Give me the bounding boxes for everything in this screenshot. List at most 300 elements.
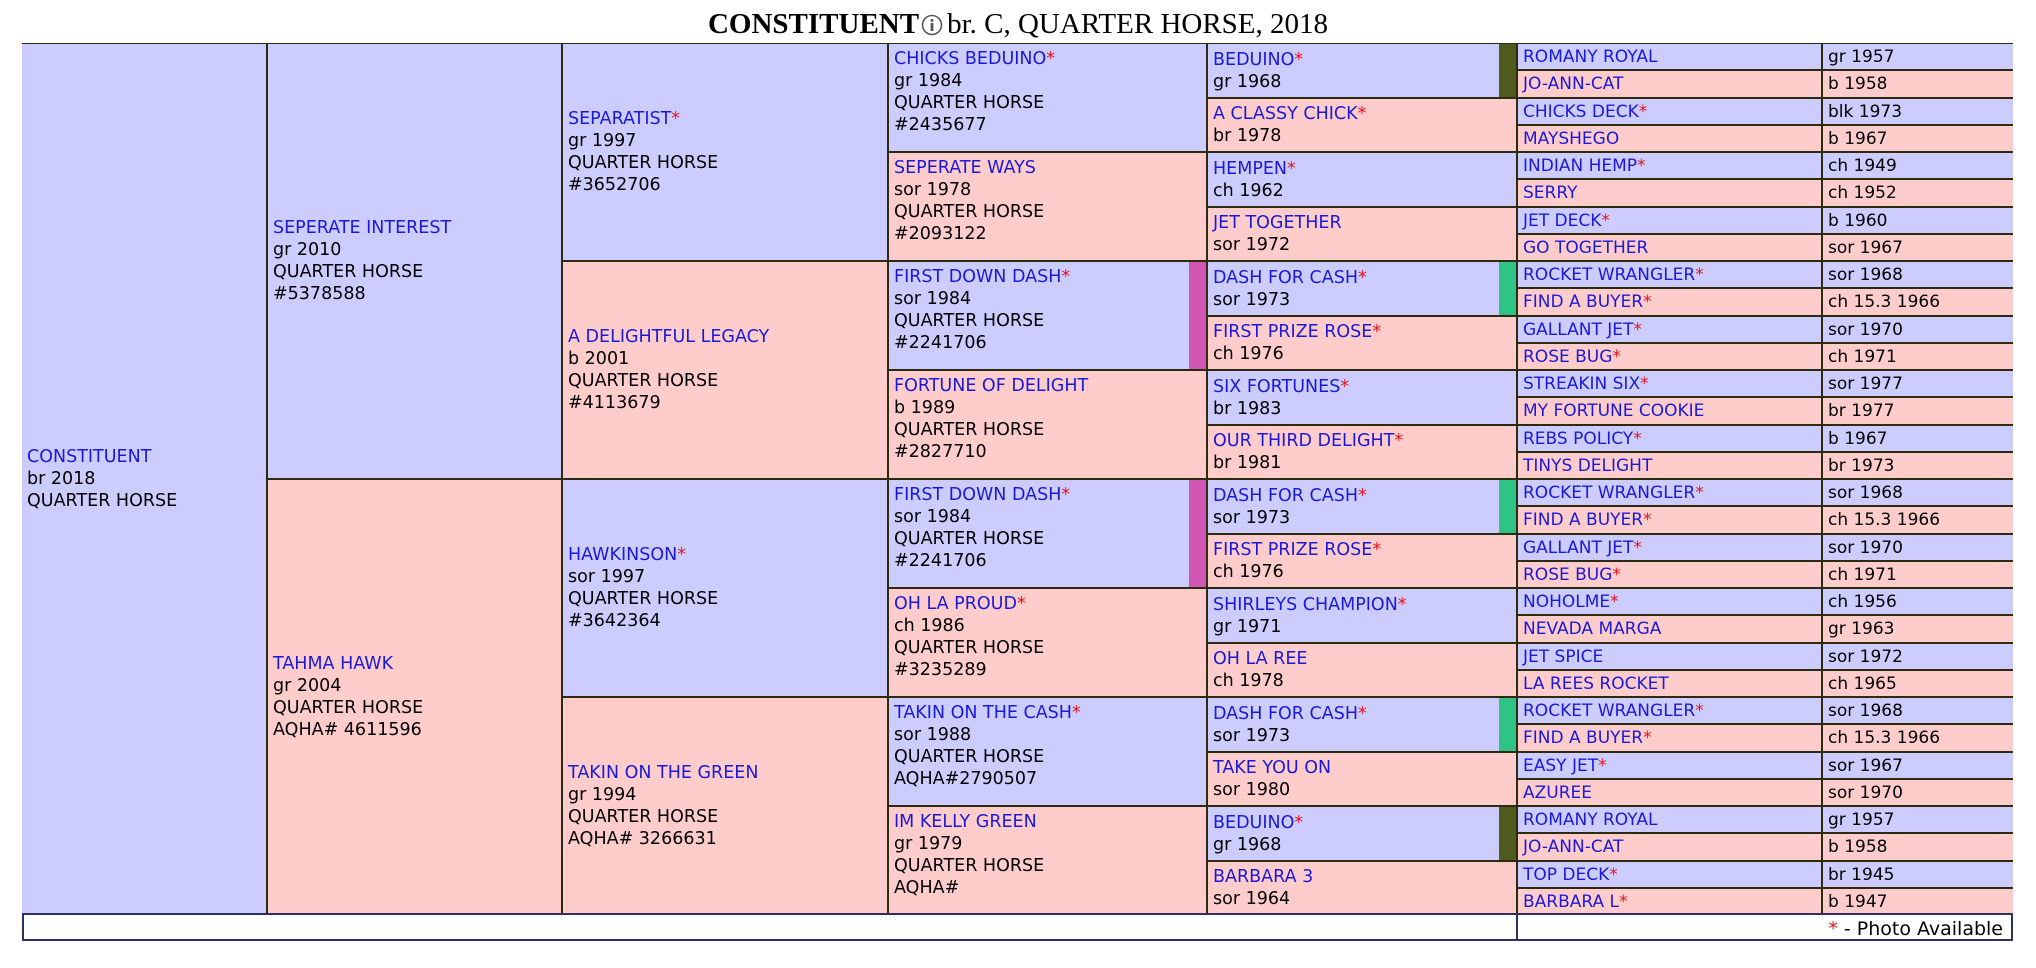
horse-detail: sor 1967 (1828, 237, 1903, 258)
horse-detail: ch 1986 (894, 616, 965, 636)
horse-name-link[interactable]: FIRST DOWN DASH (894, 267, 1062, 287)
ancestor-info-cell-gen5 (1823, 535, 2013, 560)
horse-name-link[interactable]: FIRST PRIZE ROSE (1213, 540, 1373, 560)
horse-detail: gr 1979 (894, 834, 963, 854)
horse-name-line (1213, 49, 1491, 71)
horse-name-line (568, 762, 882, 784)
horse-detail: QUARTER HORSE (568, 589, 719, 609)
horse-name-link[interactable]: AZUREE (1523, 782, 1593, 803)
horse-detail: sor 1984 (894, 507, 972, 527)
horse-detail: QUARTER HORSE (894, 638, 1045, 658)
photo-star[interactable]: * (1610, 591, 1619, 612)
horse-name-line (568, 108, 882, 130)
horse-info (1518, 482, 1821, 504)
ancestor-cell-gen4 (1208, 317, 1516, 369)
horse-name-link[interactable]: JO-ANN-CAT (1523, 837, 1624, 857)
horse-info (1823, 727, 2013, 749)
ancestor-cell-gen5 (1518, 153, 1821, 178)
horse-name-link[interactable]: SEPARATIST (568, 109, 672, 129)
inbreeding-marker (1189, 262, 1206, 369)
horse-name-link[interactable]: LA REES ROCKET (1523, 673, 1669, 694)
horse-name-link[interactable]: SHIRLEYS CHAMPION (1213, 594, 1398, 615)
ancestor-cell-gen5 (1518, 780, 1821, 805)
horse-detail: br 1945 (1828, 864, 1895, 885)
horse-info (1208, 648, 1516, 692)
photo-star[interactable]: * (1695, 264, 1704, 285)
ancestor-info-cell-gen5 (1823, 480, 2013, 505)
info-icon[interactable] (921, 14, 943, 36)
horse-detail: #2241706 (894, 333, 987, 353)
horse-detail: gr 2004 (273, 676, 342, 696)
horse-info (889, 375, 1206, 463)
ancestor-cell-gen5 (1518, 426, 1821, 451)
photo-star[interactable]: * (1643, 292, 1652, 312)
photo-star[interactable]: * (1287, 158, 1296, 179)
horse-detail: QUARTER HORSE (273, 698, 424, 718)
horse-info (1823, 346, 2013, 368)
horse-name-link[interactable]: BEDUINO (1213, 49, 1295, 70)
horse-detail: sor 1973 (1213, 725, 1291, 746)
horse-name-link[interactable]: DASH FOR CASH (1213, 703, 1358, 724)
ancestor-cell-gen4 (1208, 644, 1516, 696)
ancestor-cell-gen5 (1518, 235, 1821, 260)
horse-detail: AQHA# (894, 878, 960, 898)
horse-info (1823, 46, 2013, 68)
horse-detail: #2093122 (894, 224, 987, 244)
ancestor-info-cell-gen5 (1823, 589, 2013, 614)
horse-detail: sor 1970 (1828, 319, 1903, 340)
horse-name-link[interactable]: JET SPICE (1523, 646, 1604, 667)
horse-name-link[interactable]: DASH FOR CASH (1213, 267, 1358, 288)
horse-detail: QUARTER HORSE (27, 491, 178, 511)
horse-info (1518, 128, 1821, 150)
horse-name-link[interactable]: HEMPEN (1213, 158, 1288, 179)
horse-name-link[interactable]: ROCKET WRANGLER (1523, 482, 1696, 503)
horse-info (889, 266, 1186, 354)
horse-name-link[interactable]: FIND A BUYER (1523, 728, 1644, 748)
ancestor-cell-gen5 (1518, 725, 1821, 751)
ancestor-info-cell-gen5 (1823, 862, 2013, 887)
horse-detail: sor 1973 (1213, 289, 1291, 310)
horse-name-link[interactable]: ROMANY ROYAL (1523, 46, 1658, 67)
photo-star[interactable]: * (1637, 155, 1646, 176)
photo-star[interactable]: * (1601, 210, 1610, 231)
horse-name-link[interactable]: ROSE BUG (1523, 346, 1613, 367)
photo-star[interactable]: * (1638, 101, 1648, 122)
horse-info (1518, 291, 1821, 313)
horse-info (1518, 591, 1821, 613)
horse-info (1208, 866, 1516, 910)
ancestor-info-cell-gen5 (1823, 562, 2013, 587)
horse-detail: b 2001 (568, 349, 630, 369)
horse-info (1518, 564, 1821, 586)
horse-name-link[interactable]: BARBARA 3 (1213, 867, 1314, 887)
ancestor-cell-gen5 (1518, 262, 1821, 287)
horse-detail: QUARTER HORSE (568, 807, 719, 827)
horse-name-line (1213, 267, 1491, 289)
horse-detail: QUARTER HORSE (894, 747, 1045, 767)
ancestor-cell-gen4 (1208, 589, 1516, 642)
ancestor-info-cell-gen5 (1823, 753, 2013, 778)
horse-info (1518, 319, 1821, 341)
photo-star[interactable]: * (1619, 891, 1628, 912)
horse-name-link[interactable]: TOP DECK (1523, 864, 1610, 885)
horse-info (1208, 49, 1496, 93)
horse-detail: b 1989 (894, 398, 956, 418)
ancestor-info-cell-gen5 (1823, 71, 2013, 97)
horse-info (1208, 267, 1496, 311)
horse-info (889, 811, 1206, 899)
horse-detail: sor 1997 (568, 567, 646, 587)
photo-star[interactable]: * (1695, 700, 1704, 721)
horse-detail: b 1960 (1828, 210, 1888, 231)
horse-detail: QUARTER HORSE (568, 371, 719, 391)
horse-name-link[interactable]: NEVADA MARGA (1523, 619, 1662, 639)
photo-star[interactable]: * (1397, 594, 1407, 615)
photo-star[interactable]: * (1357, 104, 1367, 124)
horse-name-link[interactable]: HAWKINSON (568, 545, 678, 565)
horse-name-link[interactable]: DASH FOR CASH (1213, 485, 1358, 506)
ancestor-cell-gen5 (1518, 480, 1821, 505)
photo-star[interactable]: * (1046, 49, 1056, 69)
horse-name-link[interactable]: BEDUINO (1213, 812, 1295, 833)
horse-info (1518, 864, 1821, 886)
horse-name-link[interactable]: MY FORTUNE COOKIE (1523, 401, 1705, 421)
photo-star[interactable]: * (671, 109, 681, 129)
horse-detail: ch 1962 (1213, 180, 1284, 201)
horse-info (1823, 646, 2013, 668)
horse-name-link[interactable]: FIND A BUYER (1523, 510, 1644, 530)
horse-info (1823, 782, 2013, 804)
inbreeding-marker (1499, 480, 1516, 533)
horse-info (1823, 455, 2013, 477)
horse-detail: ch 1971 (1828, 346, 1897, 367)
horse-name-link[interactable]: CHICKS DECK (1523, 101, 1639, 122)
title-horse-name[interactable]: CONSTITUENT (707, 8, 920, 40)
horse-name-line (894, 484, 1181, 506)
horse-detail: sor 1972 (1828, 646, 1903, 667)
horse-name-link[interactable]: STREAKIN SIX (1523, 373, 1641, 394)
photo-star[interactable]: * (1372, 540, 1382, 560)
horse-name-link[interactable]: OH LA PROUD (894, 594, 1017, 614)
ancestor-info-cell-gen5 (1823, 44, 2013, 69)
horse-info (22, 446, 266, 512)
horse-info (1518, 782, 1821, 804)
horse-name-line (1213, 321, 1511, 343)
photo-star[interactable]: * (1633, 319, 1642, 340)
ancestor-info-cell-gen5 (1823, 616, 2013, 642)
horse-detail: ch 1949 (1828, 155, 1897, 176)
horse-detail: ch 1956 (1828, 591, 1897, 612)
horse-info (1823, 482, 2013, 504)
ancestor-info-cell-gen5 (1823, 126, 2013, 151)
horse-name-line (1213, 485, 1491, 507)
ancestor-cell-gen4 (1208, 44, 1516, 97)
horse-info (889, 593, 1206, 681)
horse-detail: gr 1968 (1213, 834, 1282, 855)
horse-name-link[interactable]: REBS POLICY (1523, 428, 1634, 449)
horse-info (1823, 700, 2013, 722)
horse-name-link[interactable]: BARBARA L (1523, 891, 1620, 912)
ancestor-info-cell-gen5 (1823, 834, 2013, 860)
horse-info (1208, 757, 1516, 801)
ancestor-cell-gen3 (889, 480, 1206, 587)
horse-detail: gr 1984 (894, 71, 963, 91)
horse-info (1518, 264, 1821, 286)
ancestor-cell-gen4 (1208, 99, 1516, 151)
horse-name-link[interactable]: GALLANT JET (1523, 319, 1634, 340)
ancestor-info-cell-gen5 (1823, 153, 2013, 178)
horse-info (1823, 673, 2013, 695)
horse-detail: ch 1978 (1213, 671, 1284, 691)
photo-star[interactable]: * (1695, 482, 1704, 503)
horse-detail: sor 1968 (1828, 264, 1903, 285)
ancestor-cell-gen5 (1518, 44, 1821, 69)
ancestor-info-cell-gen5 (1823, 317, 2013, 342)
horse-detail: #2827710 (894, 442, 987, 462)
horse-detail: ch 15.3 1966 (1828, 510, 1941, 530)
horse-name-link[interactable]: JET TOGETHER (1213, 213, 1342, 233)
photo-star[interactable]: * (1294, 49, 1304, 70)
horse-info (1823, 618, 2013, 640)
horse-name-line (568, 544, 882, 566)
ancestor-cell-gen5 (1518, 99, 1821, 124)
horse-detail: ch 1965 (1828, 673, 1897, 694)
horse-name-link[interactable]: TAKIN ON THE GREEN (568, 763, 759, 783)
ancestor-cell-gen4 (1208, 426, 1516, 478)
ancestor-info-cell-gen5 (1823, 725, 2013, 751)
photo-star[interactable]: * (1612, 346, 1621, 367)
photo-star[interactable]: * (1071, 703, 1081, 723)
horse-info (1823, 891, 2013, 913)
horse-name-link[interactable]: TINYS DELIGHT (1523, 455, 1653, 476)
photo-star[interactable]: * (1394, 431, 1404, 451)
horse-detail: b 1958 (1828, 74, 1888, 94)
photo-star[interactable]: * (1640, 373, 1649, 394)
horse-info (1823, 809, 2013, 831)
horse-detail: QUARTER HORSE (568, 153, 719, 173)
ancestor-cell-gen5 (1518, 644, 1821, 669)
ancestor-cell-gen5 (1518, 562, 1821, 587)
ancestor-info-cell-gen5 (1823, 371, 2013, 396)
ancestor-cell-gen4 (1208, 862, 1516, 914)
horse-name-link[interactable]: OUR THIRD DELIGHT (1213, 431, 1395, 451)
horse-info (1208, 485, 1496, 529)
ancestor-info-cell-gen5 (1823, 262, 2013, 287)
horse-name-link[interactable]: SEPERATE INTEREST (273, 218, 452, 238)
horse-name-line (894, 157, 1201, 179)
photo-star[interactable]: * (1609, 864, 1618, 885)
horse-detail: #3642364 (568, 611, 661, 631)
horse-info (1518, 455, 1821, 477)
ancestor-cell-gen5 (1518, 698, 1821, 723)
horse-name-link[interactable]: OH LA REE (1213, 649, 1308, 669)
horse-name-link[interactable]: CHICKS BEDUINO (894, 49, 1047, 69)
horse-detail: QUARTER HORSE (894, 529, 1045, 549)
ancestor-info-cell-gen5 (1823, 507, 2013, 533)
ancestor-cell-gen2 (563, 698, 887, 914)
horse-name-link[interactable]: GALLANT JET (1523, 537, 1634, 558)
ancestor-cell-gen5 (1518, 398, 1821, 424)
photo-star[interactable]: * (677, 545, 686, 565)
horse-detail: br 1981 (1213, 453, 1282, 473)
ancestor-info-cell-gen5 (1823, 426, 2013, 451)
photo-star[interactable]: * (1294, 812, 1304, 833)
photo-star[interactable]: * (1372, 322, 1382, 342)
photo-star[interactable]: * (1061, 267, 1071, 287)
photo-star[interactable]: * (1612, 564, 1621, 585)
photo-star[interactable]: * (1358, 267, 1367, 288)
horse-name-line (894, 48, 1201, 70)
horse-detail: sor 1978 (894, 180, 972, 200)
horse-info (1208, 376, 1516, 420)
horse-detail: gr 1968 (1213, 71, 1282, 92)
ancestor-cell-gen5 (1518, 344, 1821, 369)
horse-name-link[interactable]: JO-ANN-CAT (1523, 74, 1624, 94)
horse-info (1208, 812, 1496, 856)
horse-detail: #3235289 (894, 660, 987, 680)
ancestor-info-cell-gen5 (1823, 889, 2013, 914)
horse-detail: gr 1971 (1213, 616, 1282, 637)
horse-info (1208, 158, 1516, 202)
ancestor-cell-gen5 (1518, 862, 1821, 887)
horse-name-link[interactable]: INDIAN HEMP (1523, 155, 1638, 176)
horse-name-link[interactable]: MAYSHEGO (1523, 128, 1620, 149)
horse-detail: sor 1973 (1213, 507, 1291, 528)
horse-info (563, 326, 887, 414)
horse-detail: blk 1973 (1828, 101, 1903, 122)
horse-name-link[interactable]: FIRST DOWN DASH (894, 485, 1062, 505)
horse-info (1518, 509, 1821, 531)
photo-star[interactable]: * (1340, 376, 1350, 397)
horse-name-line (273, 653, 556, 675)
page-title (0, 4, 2036, 44)
ancestor-cell-gen4 (1208, 698, 1516, 751)
table-footer-left (22, 913, 1518, 941)
horse-name-line (1213, 703, 1491, 725)
horse-detail: ch 1971 (1828, 564, 1897, 585)
photo-star[interactable]: * (1016, 594, 1026, 614)
ancestor-info-cell-gen5 (1823, 644, 2013, 669)
horse-detail: sor 1964 (1213, 889, 1291, 909)
photo-star[interactable]: * (1633, 428, 1642, 449)
horse-info (1518, 155, 1821, 177)
horse-name-link[interactable]: SERRY (1523, 183, 1578, 203)
horse-name-link[interactable]: ROSE BUG (1523, 564, 1613, 585)
horse-info (1823, 537, 2013, 559)
horse-info (1208, 212, 1516, 256)
photo-star[interactable]: * (1358, 703, 1367, 724)
horse-name-link[interactable]: NOHOLME (1523, 591, 1611, 612)
horse-name-link[interactable]: ROCKET WRANGLER (1523, 700, 1696, 721)
horse-name-link[interactable]: FORTUNE OF DELIGHT (894, 376, 1089, 396)
ancestor-info-cell-gen5 (1823, 180, 2013, 206)
horse-name-line (894, 702, 1201, 724)
horse-name-link[interactable]: IM KELLY GREEN (894, 812, 1037, 832)
horse-info (563, 544, 887, 632)
horse-name-link[interactable]: TAHMA HAWK (273, 654, 394, 674)
horse-detail: #2241706 (894, 551, 987, 571)
horse-name-link[interactable]: A CLASSY CHICK (1213, 104, 1358, 124)
photo-star[interactable]: * (1643, 728, 1652, 748)
ancestor-info-cell-gen5 (1823, 208, 2013, 233)
horse-detail: br 1977 (1828, 401, 1895, 421)
horse-detail: sor 1977 (1828, 373, 1903, 394)
ancestor-cell-gen3 (889, 262, 1206, 369)
horse-detail: gr 1963 (1828, 619, 1895, 639)
photo-star[interactable]: * (1643, 510, 1652, 530)
horse-name-link[interactable]: FIRST PRIZE ROSE (1213, 322, 1373, 342)
horse-detail: b 1967 (1828, 128, 1888, 149)
horse-detail: sor 1984 (894, 289, 972, 309)
ancestor-cell-gen4 (1208, 262, 1516, 315)
horse-info (1208, 594, 1516, 638)
horse-info (1518, 537, 1821, 559)
horse-name-link[interactable]: JET DECK (1523, 210, 1602, 231)
horse-name-link[interactable]: CONSTITUENT (27, 447, 152, 467)
horse-info (1518, 400, 1821, 422)
horse-name-link[interactable]: SIX FORTUNES (1213, 376, 1341, 397)
horse-detail: #3652706 (568, 175, 661, 195)
inbreeding-marker (1499, 44, 1516, 97)
inbreeding-marker (1499, 262, 1516, 315)
horse-name-link[interactable]: GO TOGETHER (1523, 237, 1649, 258)
horse-detail: b 1967 (1828, 428, 1888, 449)
horse-name-line (1213, 158, 1511, 180)
horse-info (1518, 673, 1821, 695)
horse-name-link[interactable]: TAKE YOU ON (1213, 758, 1332, 778)
horse-detail: gr 1957 (1828, 809, 1895, 830)
horse-info (1518, 237, 1821, 259)
photo-star[interactable]: * (1633, 537, 1642, 558)
horse-detail: sor 1968 (1828, 700, 1903, 721)
ancestor-info-cell-gen5 (1823, 807, 2013, 832)
ancestor-cell-gen5 (1518, 616, 1821, 642)
horse-name-link[interactable]: ROCKET WRANGLER (1523, 264, 1696, 285)
horse-info (1823, 509, 2013, 531)
horse-detail: sor 1967 (1828, 755, 1903, 776)
inbreeding-marker (1189, 480, 1206, 587)
ancestor-cell-gen5 (1518, 289, 1821, 315)
horse-detail: ch 1976 (1213, 562, 1284, 582)
horse-detail: br 1973 (1828, 455, 1895, 476)
horse-name-link[interactable]: A DELIGHTFUL LEGACY (568, 327, 770, 347)
horse-name-line (1213, 103, 1511, 125)
photo-star[interactable]: * (1061, 485, 1071, 505)
horse-info (1823, 564, 2013, 586)
horse-name-link[interactable]: SEPERATE WAYS (894, 158, 1036, 178)
horse-info (1518, 182, 1821, 204)
horse-info (1518, 73, 1821, 95)
horse-info (1518, 727, 1821, 749)
horse-info (1208, 321, 1516, 365)
photo-star[interactable]: * (1358, 485, 1367, 506)
horse-name-line (1213, 648, 1511, 670)
horse-detail: b 1947 (1828, 891, 1888, 912)
ancestor-cell-gen4 (1208, 753, 1516, 805)
horse-info (1823, 291, 2013, 313)
horse-info (1518, 700, 1821, 722)
horse-detail: br 1978 (1213, 126, 1282, 146)
horse-info (1208, 703, 1496, 747)
photo-star[interactable]: * (1598, 755, 1607, 776)
horse-detail: gr 1957 (1828, 46, 1895, 67)
horse-name-link[interactable]: EASY JET (1523, 755, 1599, 776)
horse-name-link[interactable]: FIND A BUYER (1523, 292, 1644, 312)
horse-name-link[interactable]: ROMANY ROYAL (1523, 809, 1658, 830)
horse-name-link[interactable]: TAKIN ON THE CASH (894, 703, 1072, 723)
horse-info (1823, 264, 2013, 286)
